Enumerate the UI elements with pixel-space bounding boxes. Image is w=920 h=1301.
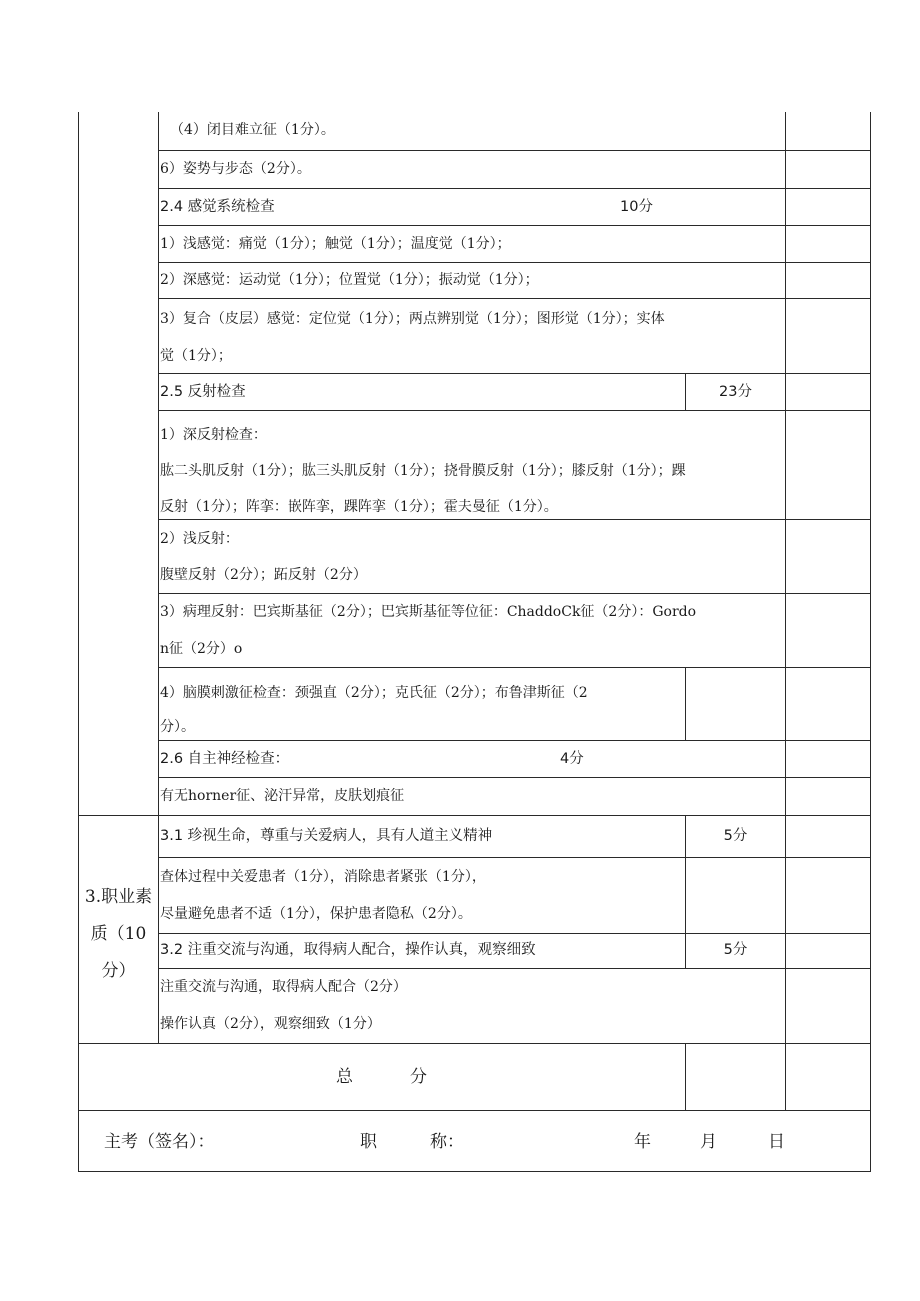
autonomic-content: 有无horner征、泌汗异常，皮肤划痕征 [160,788,405,804]
category-professional-line2: 质（10 [90,924,147,944]
row-line [158,968,870,969]
row-line [158,593,870,594]
score-cell-divider [685,1043,686,1111]
examiner-title-label-2: 称： [430,1132,464,1152]
sensory-section-score: 10分 [620,199,653,215]
professional-item1-score: 5分 [723,828,748,844]
deep-reflex-line2: 反射（1分）；阵挛：嵌阵挛，踝阵挛（1分）；霍夫曼征（1分）。 [160,499,558,515]
row-line [158,262,870,263]
row-line [158,519,870,520]
row-line [158,410,870,411]
reflex-section-score: 23分 [719,384,752,400]
row-line [158,225,870,226]
professional-item1-line1: 查体过程中关爱患者（1分），消除患者紧张（1分）， [160,869,486,885]
date-month-label: 月 [700,1132,717,1152]
score-column-divider [785,112,786,1111]
item-sensory-complex-line2: 觉（1分）； [160,348,232,364]
table-right-border [870,112,871,1172]
category-divider [158,112,159,1044]
row-line [158,933,870,934]
shallow-reflex-title: 2）浅反射： [160,531,239,547]
pathological-reflex-line1: 3）病理反射：巴宾斯基征（2分）；巴宾斯基征等位征：ChaddoCk征（2分）：Gordo [160,604,697,620]
reflex-section-title: 2.5 反射检查 [160,384,246,400]
section-line [78,1043,870,1044]
pathological-reflex-line2: n征（2分）o [160,641,243,657]
professional-item2-title: 3.2 注重交流与沟通，取得病人配合，操作认真，观察细致 [160,942,536,958]
item-sensory-shallow: 1）浅感觉：痛觉（1分）；触觉（1分）；温度觉（1分）； [160,236,511,252]
table-left-border [78,112,79,1172]
row-line [158,857,870,858]
item-sensory-complex-line1: 3）复合（皮层）感觉：定位觉（1分）；两点辨别觉（1分）；图形觉（1分）；实体 [160,311,665,327]
meningeal-sign-line2: 分）。 [160,719,195,735]
sensory-section-title: 2.4 感觉系统检查 [160,199,275,215]
row-line [158,667,870,668]
meningeal-sign-line1: 4）脑膜刺激征检查：颈强直（2分）；克氏征（2分）；布鲁津斯征（2 [160,685,588,701]
score-cell-divider [685,667,686,741]
row-line [158,298,870,299]
section-line [78,1110,870,1111]
table-bottom-line [78,1171,870,1172]
deep-reflex-title: 1）深反射检查： [160,427,267,443]
row-line [158,740,870,741]
item-romberg: （4）闭目难立征（1分）。 [170,122,335,138]
deep-reflex-line1: 肱二头肌反射（1分）；肱三头肌反射（1分）；挠骨膜反射（1分）；膝反射（1分）；踝 [160,463,686,479]
professional-item2-line1: 注重交流与沟通，取得病人配合（2分） [160,979,407,995]
autonomic-section-title: 2.6 自主神经检查： [160,751,290,767]
total-score-value[interactable] [690,1066,780,1088]
date-day-label: 日 [768,1132,785,1152]
professional-item1-line2: 尽量避免患者不适（1分），保护患者隐私（2分）。 [160,906,472,922]
section-line [78,815,870,816]
total-label-2: 分 [410,1067,427,1087]
date-year-label: 年 [634,1132,651,1152]
total-label-1: 总 [336,1067,353,1087]
professional-item1-title: 3.1 珍视生命，尊重与关爱病人，具有人道主义精神 [160,828,493,844]
shallow-reflex-line1: 腹壁反射（2分）；跖反射（2分） [160,567,367,583]
category-professional-line1: 3.职业素 [84,887,153,907]
row-line [158,373,870,374]
row-line [158,777,870,778]
professional-item2-score: 5分 [723,942,748,958]
category-professional-line3: 分） [101,961,136,981]
row-line [158,150,870,151]
examiner-title-label-1: 职 [360,1132,377,1152]
item-posture-gait: 6）姿势与步态（2分）。 [160,161,311,177]
examiner-signature-label: 主考（签名）： [104,1132,215,1152]
professional-item2-line2: 操作认真（2分），观察细致（1分） [160,1016,381,1032]
item-sensory-deep: 2）深感觉：运动觉（1分）；位置觉（1分）；振动觉（1分）； [160,272,539,288]
autonomic-section-score: 4分 [560,751,584,767]
row-line [158,188,870,189]
